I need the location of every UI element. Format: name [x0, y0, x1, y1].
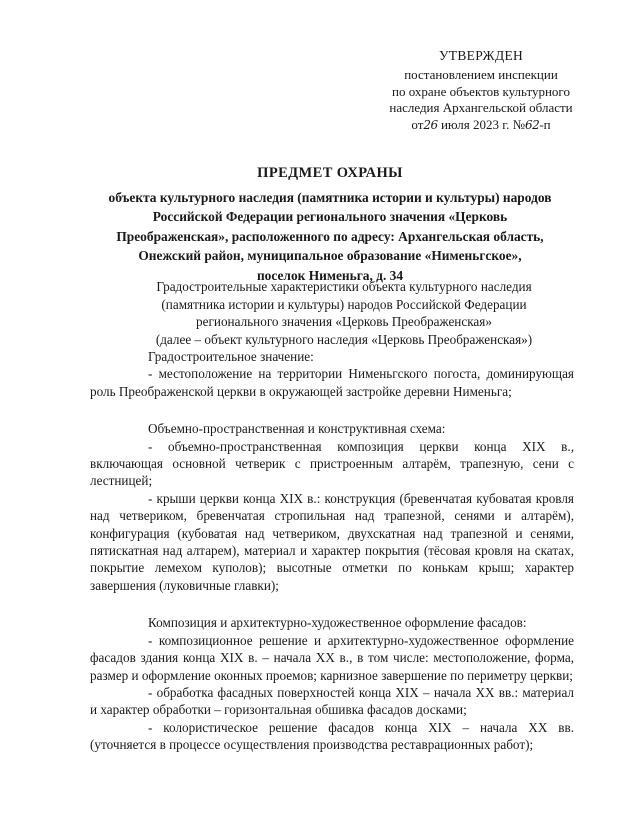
urban-item-1: - местоположение на территории Нименьгского погоста, доминирующая роль Преображенской церкви в окружающей застройке деревни Нименьга;	[90, 366, 574, 399]
handwritten-number: 62	[525, 118, 540, 133]
subtitle-line-3: регионального значения «Церковь Преображенская»	[196, 314, 492, 329]
date-middle: июля 2023 г. №	[440, 117, 526, 133]
approval-line-2: по охране объектов культурного	[392, 83, 570, 99]
approval-stamp	[372, 48, 590, 134]
facades-item-1: - композиционное решение и архитектурно-художественное оформление фасадов здания конца XIX в. – начала XX в., в том числе: местоположение, форма, размер и оформление оконных проемов; карнизное завершение по периметру церкви;	[90, 632, 574, 683]
spatial-item-1: - объемно-пространственная композиция церкви конца XIX в., включающая основной четверик с пристроенным алтарём, трапезную, сени с лестницей;	[90, 438, 574, 489]
title-line-1: объекта культурного наследия (памятника истории и культуры) народов	[108, 189, 552, 205]
facades-item-3: - колористическое решение фасадов конца XIX – начала XX вв. (уточняется в процессе осуществления производства реставрационных работ);	[90, 719, 574, 753]
title-line-2: Российской Федерации регионального значения «Церковь	[152, 209, 508, 224]
subtitle-line-4: (далее – объект культурного наследия «Церковь Преображенская»)	[155, 331, 533, 347]
main-title: ПРЕДМЕТ ОХРАНЫ	[257, 165, 403, 181]
date-prefix: от	[411, 117, 424, 133]
facades-item-2: - обработка фасадных поверхностей конца XIX – начала XX вв.: материал и характер обработки – горизонтальная обшивка фасадов досками;	[90, 684, 574, 718]
approval-date-line	[372, 117, 590, 134]
number-suffix: -п	[539, 117, 551, 133]
subtitle-line-2: (памятника истории и культуры) народов Российской Федерации	[161, 296, 527, 312]
document-title	[92, 164, 568, 285]
urban-heading: Градостроительное значение:	[148, 349, 314, 364]
approval-line-1: постановлением инспекции	[404, 66, 558, 82]
section-subtitle	[118, 278, 570, 348]
title-line-5: поселок Нименьга, д. 34	[256, 267, 404, 283]
spatial-item-2: - крыши церкви конца XIX в.: конструкция (бревенчатая кубоватая кровля над четвериком, бревенчатая стропильная над трапезной, сенями и алтарём), конфигурация (кубоватая над четвериком, двухскатная над трапезной и сенями, пятискатная над алтарем), материал и характер покрытия (тёсовая кровля на скатах, покрытие лемехом куполов); высотные отметки по конькам крыш; характер завершения (луковичные главки);	[90, 490, 574, 593]
handwritten-day: 26	[423, 118, 438, 133]
document-body	[90, 348, 574, 754]
spatial-heading: Объемно-пространственная и конструктивная схема:	[148, 421, 446, 437]
approval-heading: УТВЕРЖДЕН	[438, 48, 524, 63]
title-line-4: Онежский район, муниципальное образование «Нименьгское»,	[138, 248, 522, 263]
approval-line-3: наследия Архангельской области	[389, 100, 573, 116]
title-line-3: Преображенская», расположенного по адресу: Архангельская область,	[116, 228, 544, 244]
facades-heading: Композиция и архитектурно-художественное оформление фасадов:	[148, 615, 527, 631]
subtitle-line-1: Градостроительные характеристики объекта культурного наследия	[156, 279, 532, 294]
